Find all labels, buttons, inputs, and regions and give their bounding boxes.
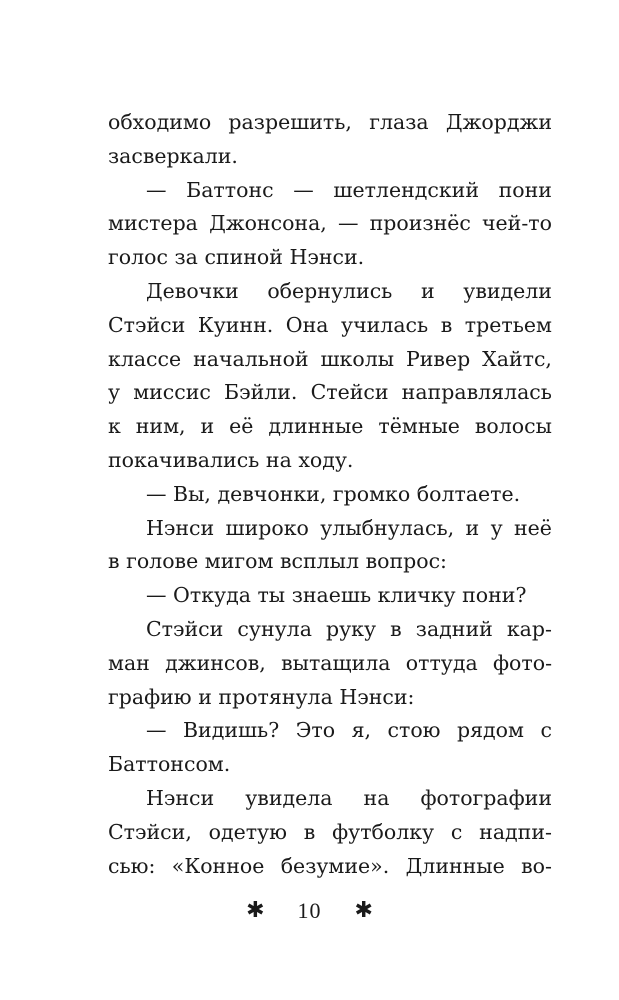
word: в (390, 616, 402, 641)
word: Ривер (405, 346, 471, 371)
word: увидела (245, 785, 333, 810)
word: надпи- (479, 819, 552, 844)
word: Откуда (173, 583, 251, 608)
word: — (146, 177, 167, 202)
text-line (108, 579, 552, 613)
word: к (108, 414, 121, 439)
word: протянула (218, 684, 333, 709)
text-line (108, 174, 552, 208)
word: Вы, (173, 481, 211, 506)
text-line (108, 241, 552, 275)
word: «Конное (171, 853, 265, 878)
word: фото- (493, 650, 552, 675)
word: у (490, 515, 503, 540)
word: тёмные (378, 414, 460, 439)
word: и (198, 684, 212, 709)
word: засверкали. (108, 143, 238, 168)
word: — (146, 481, 167, 506)
word: у (108, 380, 121, 405)
word: Баттонсом. (108, 752, 231, 777)
word: во- (521, 853, 552, 878)
word: голос (108, 245, 168, 270)
word: с (540, 718, 552, 743)
word: пони (498, 177, 552, 202)
word: сунула (237, 616, 312, 641)
word: стою (387, 718, 441, 743)
text-line (108, 816, 552, 850)
word: ходу. (298, 447, 354, 472)
word: обернулись (267, 278, 393, 303)
text-line (108, 647, 552, 681)
word: увидели (463, 278, 552, 303)
word: Нэнси (146, 785, 215, 810)
word: спиной (204, 245, 283, 270)
word: училась (341, 312, 429, 337)
word: Джонсона, (209, 211, 327, 236)
text-line (108, 714, 552, 748)
book-page-text (108, 106, 552, 883)
word: болтаете. (416, 481, 521, 506)
text-line (108, 410, 552, 444)
word: Нэнси. (289, 245, 365, 270)
text-line (108, 275, 552, 309)
word: волосы (474, 414, 552, 439)
word: направлялась (401, 380, 552, 405)
word: Стэйси, (108, 819, 192, 844)
text-line (108, 444, 552, 478)
star-ornament-right: ✱ (354, 898, 373, 923)
word: вопрос: (365, 549, 447, 574)
word: — (146, 583, 167, 608)
word: длинные (268, 414, 364, 439)
text-line (108, 376, 552, 410)
word: на (265, 447, 292, 472)
star-ornament-left: ✱ (246, 898, 265, 923)
word: Она (285, 312, 329, 337)
word: задний (415, 616, 493, 641)
word: шетлендский (333, 177, 479, 202)
word: её (229, 414, 254, 439)
word: громко (332, 481, 411, 506)
word: фотографии (420, 785, 552, 810)
word: графию (108, 684, 192, 709)
word: начальной (193, 346, 309, 371)
word: в (303, 819, 316, 844)
word: джинсов, (165, 650, 266, 675)
text-line (108, 782, 552, 816)
word: Джорджи (445, 110, 552, 134)
text-line (108, 140, 552, 174)
text-line (108, 613, 552, 647)
text-line (108, 681, 552, 715)
word: руку (326, 616, 377, 641)
word: ман (108, 650, 150, 675)
word: кличку (377, 583, 456, 608)
word: голове (126, 549, 199, 574)
word: Стэйси (146, 616, 224, 641)
word: одетую (208, 819, 287, 844)
word: миссис (133, 380, 211, 405)
word: Девочки (146, 278, 239, 303)
word: безумие». (280, 853, 390, 878)
word: Видишь? (182, 718, 280, 743)
text-line (108, 748, 552, 782)
text-line (108, 478, 552, 512)
word: футболку (332, 819, 435, 844)
word: сью: (108, 853, 156, 878)
word: обходимо (108, 110, 212, 134)
word: Баттонс (186, 177, 274, 202)
page-footer (0, 896, 619, 926)
word: Стэйси (108, 312, 186, 337)
word: третьем (464, 312, 552, 337)
word: кар- (506, 616, 552, 641)
word: Нэнси: (339, 684, 415, 709)
word: классе (108, 346, 182, 371)
text-line (108, 106, 552, 140)
text-line (108, 309, 552, 343)
word: в (108, 549, 120, 574)
text-line (108, 512, 552, 546)
word: — (293, 177, 314, 202)
word: глаза (369, 110, 429, 134)
word: мистера (108, 211, 198, 236)
text-line (108, 850, 552, 884)
word: с (450, 819, 463, 844)
word: покачивались (108, 447, 260, 472)
word: пони? (462, 583, 527, 608)
word: знаешь (291, 583, 372, 608)
word: и (465, 515, 480, 540)
text-line (108, 343, 552, 377)
word: вытащила (281, 650, 391, 675)
word: неё (514, 515, 552, 540)
word: за (174, 245, 198, 270)
word: девчонки, (217, 481, 327, 506)
page-number: 10 (297, 898, 322, 923)
word: Куинн. (197, 312, 274, 337)
word: Стейси (310, 380, 389, 405)
text-line (108, 207, 552, 241)
word: и (200, 414, 215, 439)
word: улыбнулась, (320, 515, 455, 540)
word: ним, (135, 414, 186, 439)
word: Бэйли. (224, 380, 298, 405)
word: оттуда (405, 650, 478, 675)
word: Это (295, 718, 336, 743)
word: рядом (457, 718, 524, 743)
word: — (146, 718, 167, 743)
word: чей-то (482, 211, 552, 236)
word: на (363, 785, 390, 810)
word: я, (351, 718, 372, 743)
word: разрешить, (228, 110, 352, 134)
word: всплыл (279, 549, 360, 574)
word: в (440, 312, 453, 337)
word: Хайтс, (482, 346, 552, 371)
word: школы (320, 346, 395, 371)
word: произнёс (369, 211, 471, 236)
word: ты (257, 583, 286, 608)
word: Нэнси (146, 515, 215, 540)
text-line (108, 545, 552, 579)
word: Длинные (405, 853, 505, 878)
word: широко (225, 515, 309, 540)
word: и (420, 278, 435, 303)
word: — (337, 211, 359, 236)
word: мигом (204, 549, 274, 574)
